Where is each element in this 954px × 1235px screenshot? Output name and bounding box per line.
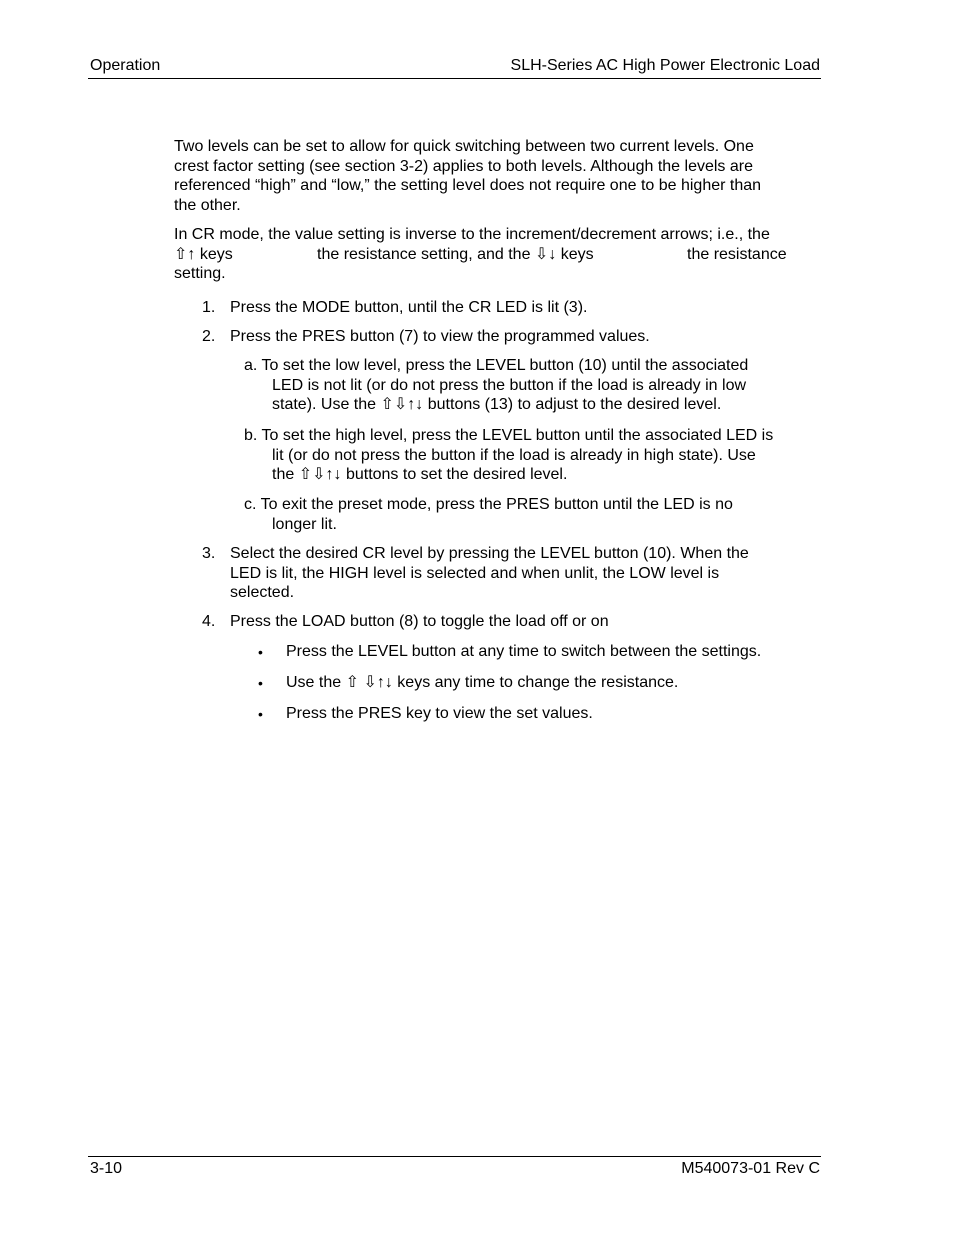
cr-increment-keys: ⇧↑ keys	[174, 245, 233, 263]
step-line: LED is lit, the HIGH level is selected and when unlit, the LOW level is	[230, 564, 720, 582]
bullet-text: Press the LEVEL button at any time to switch between the settings.	[286, 643, 762, 660]
substep-line: the ⇧⇩↑↓ buttons to set the desired level.	[272, 466, 568, 484]
step-3-text	[230, 544, 820, 603]
substep-line: a. To set the low level, press the LEVEL button (10) until the associated	[244, 357, 749, 374]
page-footer	[88, 1156, 821, 1177]
cr-resistance-tail: the resistance	[687, 245, 787, 263]
step-number: 3.	[202, 545, 216, 562]
substep-b	[244, 426, 824, 485]
bullet-text: Press the PRES key to view the set values.	[286, 705, 593, 722]
step-text: Press the MODE button, until the CR LED is lit (3).	[230, 299, 588, 316]
substep-line: b. To set the high level, press the LEVEL button until the associated LED is	[244, 427, 774, 444]
cr-line: setting.	[174, 265, 226, 283]
step-text: Press the PRES button (7) to view the programmed values.	[230, 328, 650, 345]
step-number: 2.	[202, 328, 216, 345]
intro-line: referenced “high” and “low,” the setting level does not require one to be higher than	[174, 177, 762, 195]
intro-line: crest factor setting (see section 3-2) applies to both levels. Although the levels are	[174, 157, 753, 175]
header-document-title: SLH-Series AC High Power Electronic Load	[510, 57, 820, 74]
substep-c	[244, 495, 824, 534]
step-text: Press the LOAD button (8) to toggle the load off or on	[230, 613, 609, 630]
cr-resistance-text: the resistance setting, and the ⇩↓ keys	[317, 245, 594, 263]
step-number: 4.	[202, 613, 216, 630]
bullet-text: Use the ⇧ ⇩↑↓ keys any time to change the resistance.	[286, 674, 679, 691]
step-line: Select the desired CR level by pressing the LEVEL button (10). When the	[230, 545, 749, 562]
substep-line: LED is not lit (or do not press the button if the load is already in low	[272, 376, 747, 394]
intro-line: the other.	[174, 197, 241, 215]
substep-line: state). Use the ⇧⇩↑↓ buttons (13) to adjust to the desired level.	[272, 396, 722, 414]
step-line: selected.	[230, 584, 295, 602]
page-header	[88, 57, 821, 79]
substep-line: lit (or do not press the button if the load is already in high state). Use	[272, 446, 756, 464]
substep-line: c. To exit the preset mode, press the PRES button until the LED is no	[244, 496, 733, 513]
bullet-icon: •	[258, 675, 263, 691]
bullet-icon: •	[258, 706, 263, 722]
substep-line: longer lit.	[272, 515, 337, 533]
header-section-title: Operation	[90, 57, 161, 74]
document-revision: M540073-01 Rev C	[681, 1160, 820, 1177]
step-number: 1.	[202, 299, 216, 316]
cr-mode-paragraph	[174, 225, 819, 284]
cr-line-with-gaps	[174, 245, 819, 265]
intro-paragraph	[174, 137, 819, 216]
intro-line: Two levels can be set to allow for quick switching between two current levels. One	[174, 138, 754, 155]
page-number: 3-10	[90, 1160, 123, 1177]
substep-a	[244, 356, 824, 415]
bullet-icon: •	[258, 644, 263, 660]
cr-line: In CR mode, the value setting is inverse to the increment/decrement arrows; i.e., the	[174, 226, 770, 243]
